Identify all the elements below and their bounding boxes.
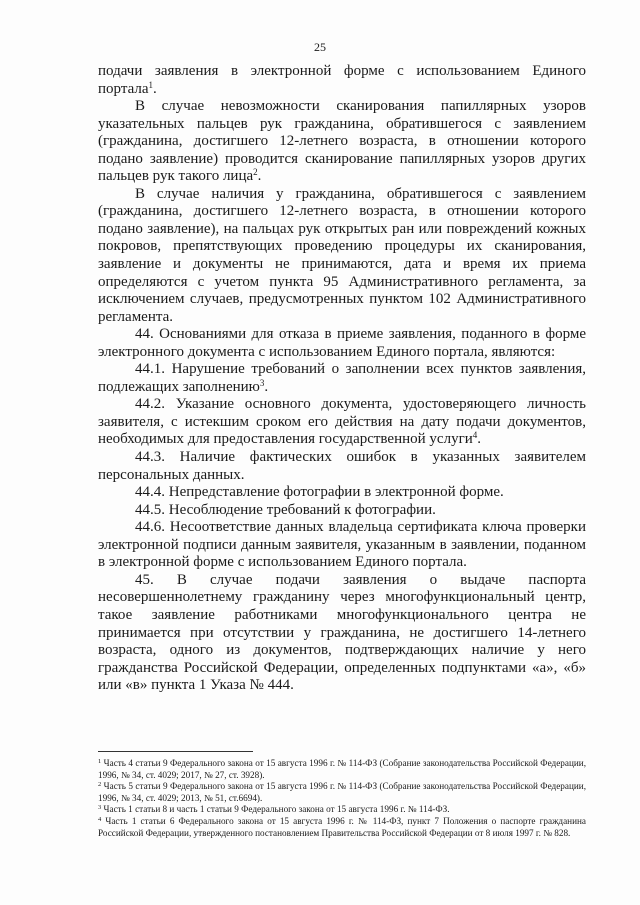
footnote-text: Часть 1 статьи 6 Федерального закона от 15 августа 1996 г. № 114-ФЗ, пункт 7 Положения о паспорте гражданина Российской Федерации, утвержденного постановлением Правительства Российской Федерации от 8 июля 1997 г. № 828. — [98, 815, 586, 838]
paragraph-text: 44.3. Наличие фактических ошибок в указанных заявителем персональных данных. — [98, 449, 586, 483]
paragraph — [98, 186, 586, 326]
paragraph — [98, 98, 586, 186]
footnote-number: 4 — [98, 815, 102, 823]
page-number: 25 — [314, 40, 326, 54]
paragraph-text: подачи заявления в электронной форме с использованием Единого портала — [98, 63, 586, 97]
footnote-divider — [98, 751, 253, 752]
paragraph — [98, 449, 586, 484]
paragraph-text: 44.2. Указание основного документа, удостоверяющего личность заявителя, с истекшим сроком его действия на дату подачи документов, необходимых для предоставления государственной услуги — [98, 396, 586, 448]
paragraph-punctuation: . — [264, 378, 269, 395]
paragraph-text: 44.1. Нарушение требований о заполнении всех пунктов заявления, подлежащих заполнению — [98, 361, 586, 395]
paragraph — [98, 326, 586, 361]
paragraph — [98, 502, 586, 520]
paragraph-text: 44. Основаниями для отказа в приеме заявления, поданного в форме электронного документа с использованием Единого портала, являются: — [98, 326, 586, 360]
paragraph — [98, 519, 586, 572]
footnote-number: 3 — [98, 804, 102, 812]
footnote-text: Часть 4 статьи 9 Федерального закона от 15 августа 1996 г. № 114-ФЗ (Собрание законодательства Российской Федерации, 1996, № 34, ст. 4029; 2017, № 27, ст. 3928). — [98, 758, 586, 780]
paragraph — [98, 361, 586, 396]
footnote — [98, 758, 586, 781]
paragraph — [98, 396, 586, 449]
footnote-ref: 1 — [148, 79, 154, 90]
footnote-number: 1 — [98, 758, 102, 765]
footnote-text: Часть 5 статьи 9 Федерального закона от 15 августа 1996 г. № 114-ФЗ (Собрание законодательства Российской Федерации, 1996, № 34, ст. 4029; 2013, № 51, ст.6694). — [98, 781, 586, 803]
footnote-ref: 3 — [259, 377, 265, 388]
footnote — [98, 781, 586, 804]
footnote-ref: 2 — [253, 167, 258, 178]
footnote-ref: 4 — [472, 430, 478, 441]
paragraph-punctuation: . — [477, 431, 481, 448]
paragraph-text: 44.4. Непредставление фотографии в электронной форме. — [135, 484, 504, 501]
footnote — [98, 804, 586, 816]
paragraph-punctuation: . — [153, 80, 157, 97]
footnote-text: Часть 1 статьи 8 и часть 1 статьи 9 Федерального закона от 15 августа 1996 г. № 114-ФЗ. — [101, 804, 450, 815]
paragraph — [98, 484, 586, 502]
paragraph-text: 44.5. Несоблюдение требований к фотографии. — [135, 501, 436, 518]
paragraph-text: 44.6. Несоответствие данных владельца сертификата ключа проверки электронной подписи данным заявителя, указанным в заявлении, поданном в электронной форме с использованием Единого портала. — [98, 519, 586, 571]
paragraph-text: В случае наличия у гражданина, обратившегося с заявлением (гражданина, достигшего 12-летнего возраста, в отношении которого подано заявление), на пальцах рук открытых ран или повреждений кожных покровов, препятствующих проведению процедуры их сканирования, заявление и документы не принимаются, дата и время их приема определяются с учетом пункта 95 Административного регламента, за исключением случаев, предусмотренных пунктом 102 Административного регламента. — [98, 185, 586, 325]
footnote — [98, 816, 586, 839]
body-text — [98, 63, 586, 695]
footnote-number: 2 — [98, 781, 102, 789]
paragraph — [98, 572, 586, 695]
paragraph-text: 45. В случае подачи заявления о выдаче паспорта несовершеннолетнему гражданину через многофункциональный центр, такое заявление работниками многофункционального центра не принимается при отсутствии у гражданина, не достигшего 14-летнего возраста, одного из документов, подтверждающих наличие у него гражданства Российской Федерации, определенных подпунктами «а», «б» или «в» пункта 1 Указа № 444. — [98, 571, 586, 694]
footnotes — [98, 758, 586, 839]
paragraph — [98, 63, 586, 98]
paragraph-text: В случае невозможности сканирования папиллярных узоров указательных пальцев рук гражданина, обратившегося с заявлением (гражданина, достигшего 12-летнего возраста, в отношении которого подано заявление) проводится сканирование папиллярных узоров других пальцев рук такого лица — [98, 98, 586, 185]
paragraph-punctuation: . — [257, 168, 262, 185]
